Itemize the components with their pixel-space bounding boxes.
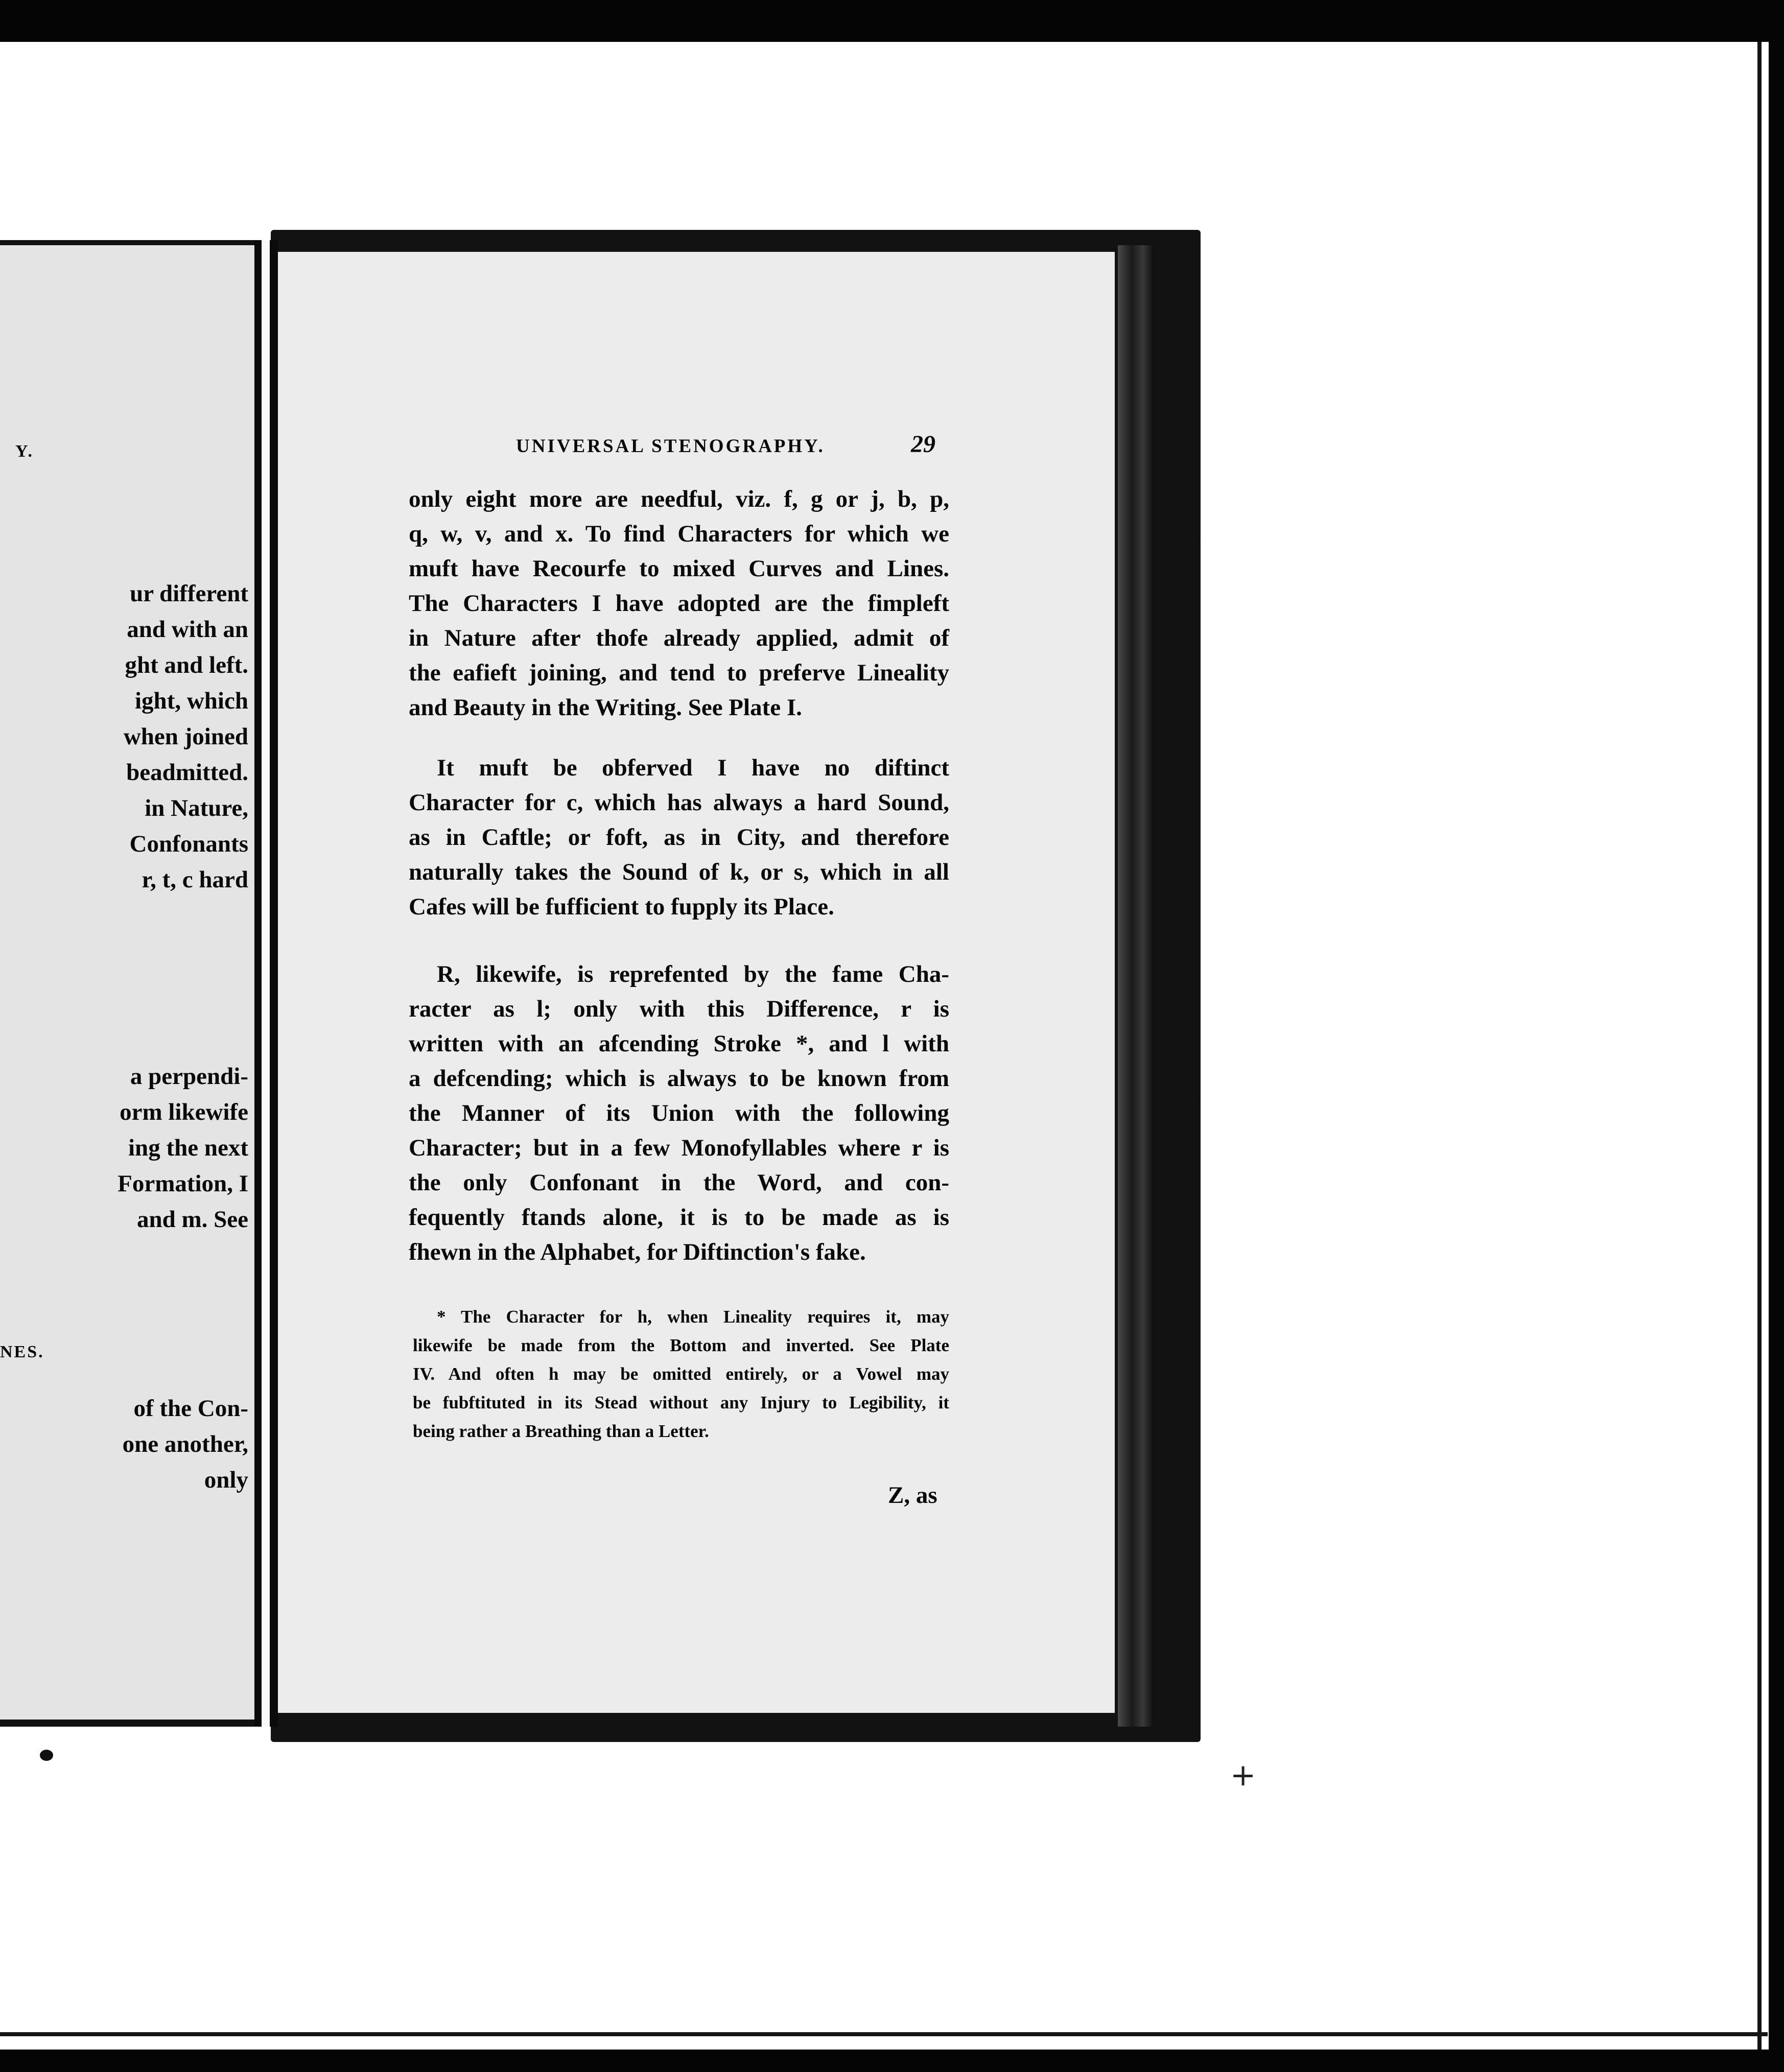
left-line: in Nature,: [145, 795, 248, 821]
text-line: Character for c, which has always a hard Sound,: [409, 789, 949, 816]
registration-mark: +: [1230, 1757, 1256, 1793]
left-page: [0, 240, 261, 1727]
left-line: ight, which: [135, 688, 248, 714]
text-line: the only Confonant in the Word, and con-: [409, 1169, 949, 1196]
footnote-line: be fubftituted in its Stead without any Injury to Legibility, it: [413, 1393, 949, 1412]
left-line: and with an: [127, 616, 248, 643]
text-line: as in Caftle; or foft, as in City, and therefore: [409, 824, 949, 851]
left-line: a perpendi-: [130, 1063, 248, 1090]
text-line: the Manner of its Union with the following: [409, 1100, 949, 1126]
text-line: q, w, v, and x. To find Characters for which we: [409, 521, 949, 547]
left-section-heading: NES.: [0, 1343, 44, 1361]
running-header: UNIVERSAL STENOGRAPHY.: [516, 436, 825, 457]
left-line: one another,: [122, 1431, 248, 1457]
footnote-line: * The Character for h, when Lineality requires it, may: [437, 1307, 949, 1327]
scan-frame-inner-right: [1757, 42, 1762, 2050]
left-line: and m. See: [136, 1206, 248, 1233]
page-number: 29: [911, 431, 935, 458]
left-line: of the Con-: [133, 1395, 248, 1422]
left-line: ght and left.: [125, 652, 248, 678]
left-line: when joined: [123, 723, 248, 750]
right-page-edge: [270, 240, 278, 1727]
text-line: fequently ftands alone, it is to be made as is: [409, 1204, 949, 1231]
text-line: The Characters I have adopted are the fimpleft: [409, 590, 949, 617]
text-line: It muft be obferved I have no diftinct: [437, 755, 949, 781]
left-running-header: Y.: [15, 442, 34, 461]
text-line: the eafieft joining, and tend to preferve Lineality: [409, 660, 949, 686]
left-line: ur different: [130, 580, 248, 607]
footnote-line: likewife be made from the Bottom and inverted. See Plate: [413, 1335, 949, 1355]
left-line: only: [204, 1467, 248, 1493]
page-fore-edge: [1118, 245, 1154, 1727]
left-line: Confonants: [129, 831, 248, 857]
text-line: and Beauty in the Writing. See Plate I.: [409, 694, 802, 721]
text-line: Character; but in a few Monofyllables where r is: [409, 1135, 949, 1161]
scan-frame-bottom: [0, 2050, 1784, 2072]
scan-speck: [40, 1750, 53, 1761]
left-line: ing the next: [128, 1135, 248, 1161]
scan-frame-right: [1769, 0, 1784, 2072]
left-line: r, t, c hard: [142, 866, 248, 893]
text-line: in Nature after thofe already applied, admit of: [409, 625, 949, 651]
scan-frame-inner-bottom: [0, 2032, 1768, 2036]
footnote-line: IV. And often h may be omitted entirely, or a Vowel may: [413, 1364, 949, 1384]
text-line: Cafes will be fufficient to fupply its Place.: [409, 893, 834, 920]
scan-speck: [1194, 1098, 1200, 1103]
left-line: Formation, I: [118, 1170, 248, 1197]
text-line: fhewn in the Alphabet, for Diftinction's fake.: [409, 1239, 866, 1265]
text-line: racter as l; only with this Difference, r is: [409, 996, 949, 1022]
text-line: R, likewife, is reprefented by the fame Cha-: [437, 961, 949, 987]
catchword: Z, as: [888, 1482, 937, 1509]
left-page-edge: [254, 240, 262, 1727]
left-line: orm likewife: [120, 1099, 248, 1125]
text-line: written with an afcending Stroke *, and l with: [409, 1030, 949, 1057]
scan-speck: [1194, 539, 1200, 544]
text-line: naturally takes the Sound of k, or s, which in all: [409, 859, 949, 885]
left-line: beadmitted.: [126, 759, 248, 786]
text-line: muft have Recourfe to mixed Curves and Lines.: [409, 555, 949, 582]
footnote-line: being rather a Breathing than a Letter.: [413, 1421, 709, 1441]
scan-frame-top: [0, 0, 1784, 42]
text-line: only eight more are needful, viz. f, g or j, b, p,: [409, 486, 949, 512]
text-line: a defcending; which is always to be known from: [409, 1065, 949, 1092]
